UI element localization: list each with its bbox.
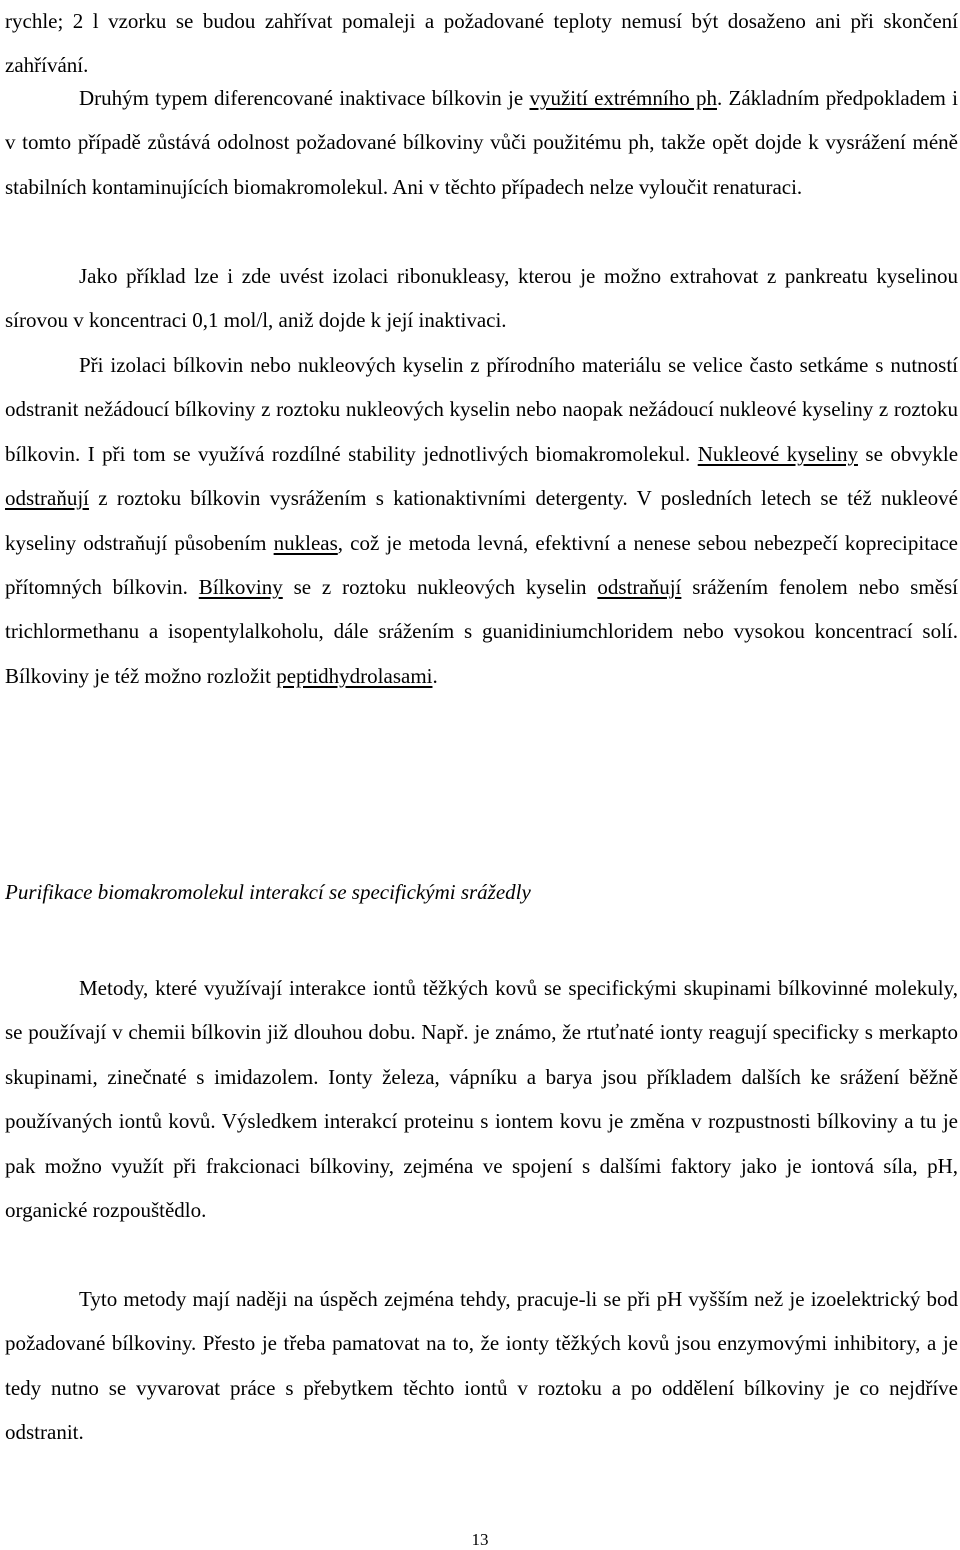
- section-heading: Purifikace biomakromolekul interakcí se specifickými srážedly: [5, 880, 531, 904]
- link-nucleases[interactable]: nukleas: [273, 530, 338, 555]
- paragraph-text: srážením fenolem nebo směsí trichlormethanu a isopentylalkoholu, dále srážením s guanidiniumchloridem nebo vysokou koncentrací solí. Bílkoviny je též možno rozložit: [5, 575, 958, 688]
- paragraph-text: Při izolaci bílkovin nebo nukleových kyselin z přírodního materiálu se velice často setkáme s nutností odstranit nežádoucí bílkoviny z roztoku nukleových kyselin nebo naopak nežádoucí nukleové kyseliny z roztoku bílkovin. I při tom se využívá rozdílné stability jednotlivých biomakromolekul.: [5, 353, 958, 466]
- paragraph-text: z roztoku bílkovin vysrážením s kationaktivními detergenty. V posledních letech se též nukleové kyseliny odstraňují působením: [5, 486, 958, 555]
- paragraph-ph-conditions: Tyto metody mají naději na úspěch zejména tehdy, pracuje-li se při pH vyšším než je izoelektrický bod požadované bílkoviny. Přesto je třeba pamatovat na to, že ionty těžkých kovů jsou enzymovými inhibitory, a je tedy nutno se vyvarovat práce s přebytkem těchto iontů v roztoku a po oddělení bílkoviny je co nejdříve odstranit.: [5, 1287, 958, 1445]
- paragraph-text: se obvykle: [857, 441, 959, 466]
- paragraph-isolation: [5, 343, 958, 698]
- link-nucleic-acids[interactable]: Nukleové kyseliny: [697, 441, 858, 466]
- paragraph-text: , což je metoda levná, efektivní a nenese sebou nebezpečí koprecipitace přítomných bílkovin.: [5, 530, 958, 600]
- paragraph-text: Druhým typem diferencované inaktivace bílkovin je: [79, 86, 530, 110]
- paragraph-text: . Základním předpokladem i v tomto případě zůstává odolnost požadované bílkoviny vůči použitému ph, takže opět dojde k vysrážení méně stabilních kontaminujících biomakromolekul. Ani v těchto případech nelze vyloučit renaturaci.: [5, 86, 958, 199]
- link-proteins[interactable]: Bílkoviny: [198, 575, 283, 600]
- link-remove-2[interactable]: odstraňují: [597, 575, 682, 600]
- paragraph-ribonuclease: Jako příklad lze i zde uvést izolaci ribonukleasy, kterou je možno extrahovat z pankreatu kyselinou sírovou v koncentraci 0,1 mol/l, aniž dojde k její inaktivaci.: [5, 264, 958, 333]
- page-number: 13: [471, 1530, 489, 1549]
- link-remove[interactable]: odstraňují: [5, 486, 89, 511]
- link-extreme-ph[interactable]: využití extrémního ph: [529, 86, 717, 110]
- paragraph-metal-ions: Metody, které využívají interakce iontů těžkých kovů se specifickými skupinami bílkovinné molekuly, se používají v chemii bílkovin již dlouhou dobu. Např. je známo, že rtuťnaté ionty reagují specificky s merkapto skupinami, zinečnaté s imidazolem. Ionty železa, vápníku a barya jsou příkladem dalších ke srážení běžně používaných iontů kovů. Výsledkem interakcí proteinu s iontem kovu je změna v rozpustnosti bílkoviny a tu je pak možno využít při frakcionaci bílkoviny, zejména ve spojení s dalšími faktory jako je iontová síla, pH, organické rozpouštědlo.: [5, 976, 958, 1223]
- link-peptide-hydrolases[interactable]: peptidhydrolasami: [276, 663, 433, 688]
- paragraph-text: .: [432, 663, 438, 688]
- paragraph-extreme-ph: [5, 76, 958, 209]
- paragraph-text: se z roztoku nukleových kyselin: [282, 575, 598, 600]
- paragraph-continuation: rychle; 2 l vzorku se budou zahřívat pomaleji a požadované teploty nemusí být dosaženo ani při skončení zahřívání.: [5, 9, 958, 78]
